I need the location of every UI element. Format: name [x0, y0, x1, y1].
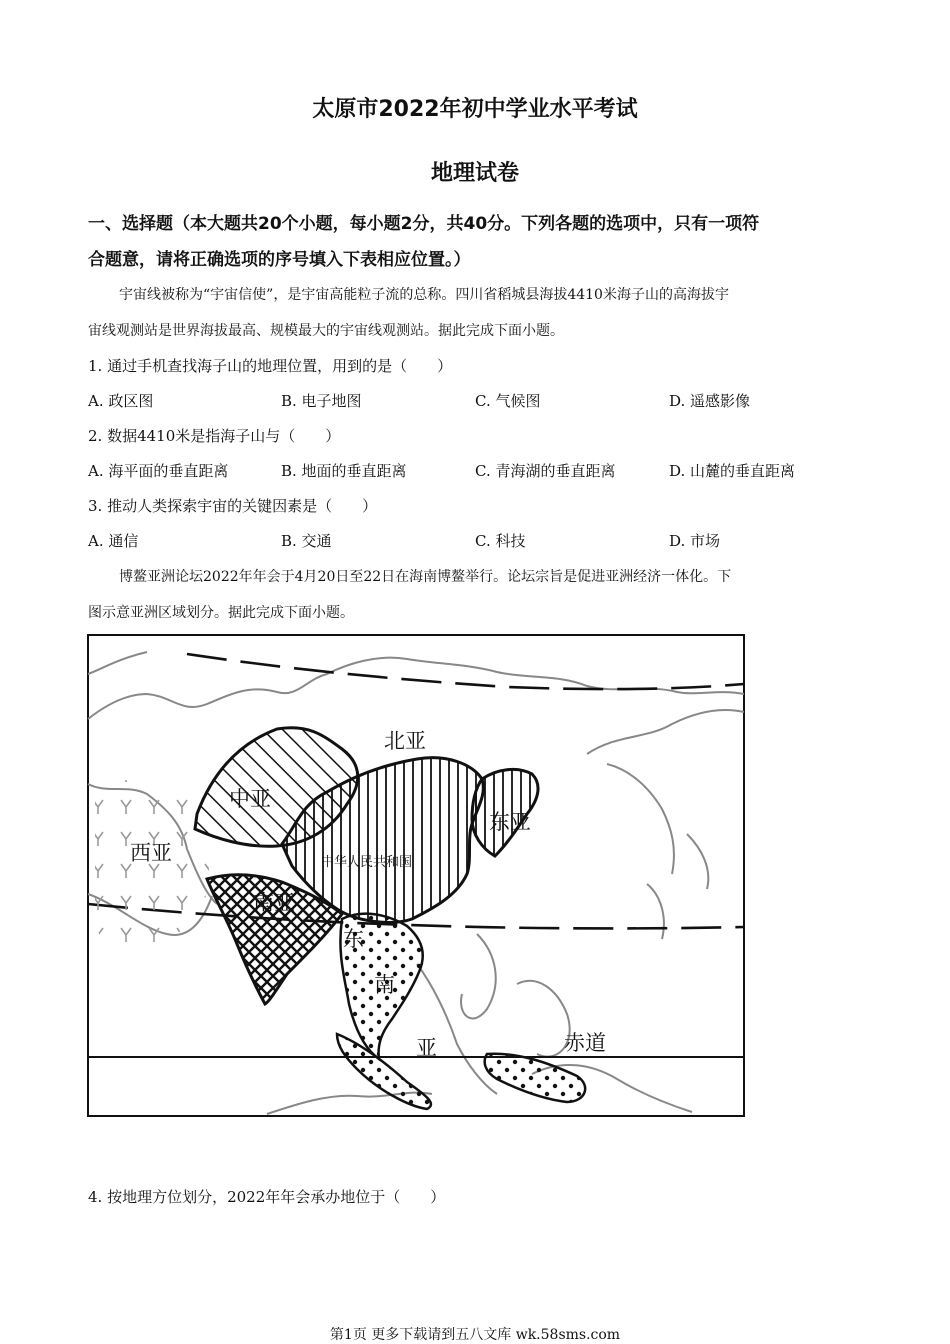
question-1-option-d: D. 遥感影像	[669, 392, 751, 410]
question-2-option-d: D. 山麓的垂直距离	[669, 462, 796, 480]
map-label-north-asia: 北亚	[384, 729, 426, 753]
question-3-option-a: A. 通信	[88, 532, 139, 550]
map-label-east-asia: 东亚	[489, 810, 531, 834]
map-label-southeast-3: 亚	[416, 1036, 437, 1060]
question-3-option-b: B. 交通	[281, 532, 332, 550]
page-footer: 第1页 更多下载请到五八文库 wk.58sms.com	[329, 1327, 621, 1343]
exam-title: 太原市2022年初中学业水平考试	[312, 97, 638, 122]
asia-region-map	[87, 634, 745, 1117]
question-2-option-b: B. 地面的垂直距离	[281, 462, 407, 480]
map-label-equator: 赤道	[564, 1031, 606, 1055]
question-2-option-a: A. 海平面的垂直距离	[88, 462, 229, 480]
map-label-southeast-2: 南	[374, 973, 395, 997]
question-1-option-a: A. 政区图	[88, 392, 154, 410]
question-1-option-c: C. 气候图	[475, 392, 541, 410]
question-2-option-c: C. 青海湖的垂直距离	[475, 462, 616, 480]
map-label-china: 中华人民共和国	[321, 855, 413, 870]
section-heading-line-1: 一、选择题（本大题共20个小题，每小题2分，共40分。下列各题的选项中，只有一项符	[88, 214, 760, 234]
passage-2-line-2: 图示意亚洲区域划分。据此完成下面小题。	[88, 605, 354, 621]
map-label-southeast-1: 东	[343, 927, 364, 951]
question-1-stem: 1. 通过手机查找海子山的地理位置，用到的是（ ）	[88, 357, 453, 375]
passage-2-line-1: 博鳌亚洲论坛2022年年会于4月20日至22日在海南博鳌举行。论坛宗旨是促进亚洲经济一体化。下	[119, 569, 732, 585]
map-label-south-asia: 南亚	[253, 891, 295, 915]
question-2-stem: 2. 数据4410米是指海子山与（ ）	[88, 427, 341, 445]
question-3-option-c: C. 科技	[475, 532, 526, 550]
exam-subtitle: 地理试卷	[430, 161, 519, 186]
passage-1-line-2: 宙线观测站是世界海拔最高、规模最大的宇宙线观测站。据此完成下面小题。	[88, 323, 564, 339]
passage-1-line-1: 宇宙线被称为“宇宙信使”，是宇宙高能粒子流的总称。四川省稻城县海拔4410米海子山的高海拔宇	[119, 287, 729, 303]
map-label-west-asia: 西亚	[130, 841, 172, 865]
question-3-option-d: D. 市场	[669, 532, 721, 550]
question-1-option-b: B. 电子地图	[281, 392, 362, 410]
section-heading-line-2: 合题意，请将正确选项的序号填入下表相应位置。）	[88, 250, 471, 270]
question-3-stem: 3. 推动人类探索宇宙的关键因素是（ ）	[88, 497, 378, 515]
question-4-stem: 4. 按地理方位划分，2022年年会承办地位于（ ）	[88, 1188, 446, 1206]
map-label-central-asia: 中亚	[229, 787, 271, 811]
